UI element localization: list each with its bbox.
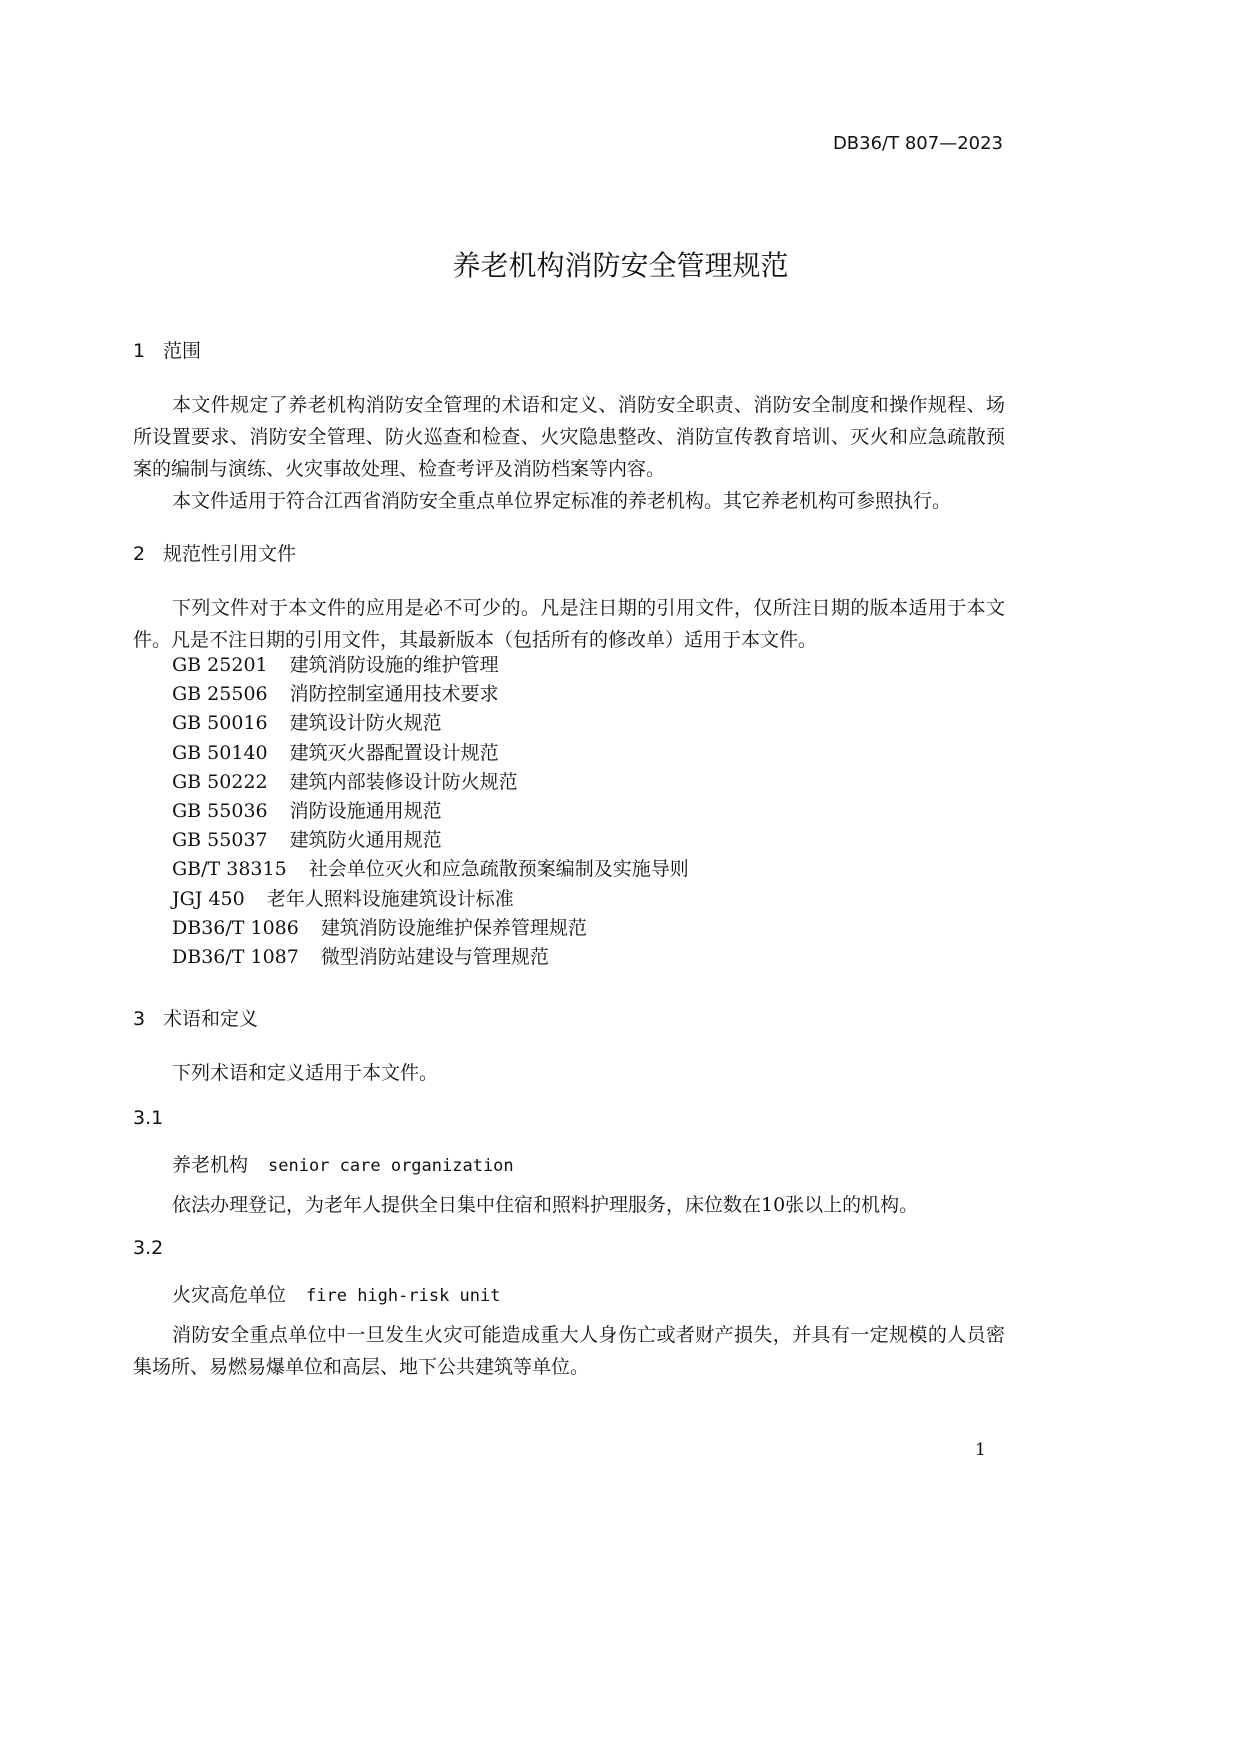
section-3-body bbox=[133, 1057, 1005, 1089]
section-heading-3 bbox=[133, 1004, 258, 1031]
reference-title: 建筑灭火器配置设计规范 bbox=[289, 741, 499, 764]
paragraph: 本文件规定了养老机构消防安全管理的术语和定义、消防安全职责、消防安全制度和操作规程、场所设置要求、消防安全管理、防火巡查和检查、火灾隐患整改、消防宣传教育培训、灭火和应急疏散预案的编制与演练、火灾事故处理、检查考评及消防档案等内容。 bbox=[133, 394, 1005, 480]
reference-item bbox=[172, 914, 689, 943]
reference-code: GB 50016 bbox=[172, 712, 268, 735]
term-heading bbox=[172, 1150, 514, 1177]
reference-code: GB/T 38315 bbox=[172, 858, 287, 881]
section-heading-1 bbox=[133, 336, 201, 363]
paragraph: 消防安全重点单位中一旦发生火灾可能造成重大人身伤亡或者财产损失，并具有一定规模的人员密集场所、易燃易爆单位和高层、地下公共建筑等单位。 bbox=[133, 1324, 1005, 1378]
reference-item bbox=[172, 739, 689, 768]
paragraph: 依法办理登记，为老年人提供全日集中住宿和照料护理服务，床位数在10张以上的机构。 bbox=[172, 1194, 919, 1216]
reference-title: 消防控制室通用技术要求 bbox=[289, 683, 499, 706]
reference-code: GB 25201 bbox=[172, 654, 268, 676]
section-title: 术语和定义 bbox=[163, 1008, 259, 1030]
section-title: 规范性引用文件 bbox=[163, 543, 297, 565]
reference-item bbox=[172, 885, 689, 914]
paragraph: 下列术语和定义适用于本文件。 bbox=[172, 1062, 439, 1084]
term-en: fire high-risk unit bbox=[306, 1286, 501, 1306]
term-definition bbox=[133, 1189, 1005, 1221]
page-number: 1 bbox=[975, 1440, 986, 1460]
reference-title: 社会单位灭火和应急疏散预案编制及实施导则 bbox=[308, 858, 689, 881]
term-number: 3.1 bbox=[133, 1107, 164, 1129]
paragraph: 本文件适用于符合江西省消防安全重点单位界定标准的养老机构。其它养老机构可参照执行。 bbox=[172, 490, 952, 512]
document-number: DB36/T 807—2023 bbox=[832, 133, 1003, 154]
reference-item bbox=[172, 826, 689, 855]
section-heading-2 bbox=[133, 539, 296, 566]
reference-item bbox=[172, 768, 689, 797]
term-definition bbox=[133, 1319, 1005, 1383]
reference-item bbox=[172, 855, 689, 884]
reference-title: 建筑设计防火规范 bbox=[289, 712, 442, 735]
reference-code: GB 50222 bbox=[172, 770, 268, 793]
term-number: 3.2 bbox=[133, 1237, 164, 1259]
reference-title: 微型消防站建设与管理规范 bbox=[320, 946, 549, 969]
section-title: 范围 bbox=[163, 340, 202, 362]
paragraph: 下列文件对于本文件的应用是必不可少的。凡是注日期的引用文件，仅所注日期的版本适用于本文件。凡是不注日期的引用文件，其最新版本（包括所有的修改单）适用于本文件。 bbox=[133, 597, 1005, 651]
section-1-body bbox=[133, 389, 1005, 517]
reference-item bbox=[172, 943, 689, 972]
reference-code: DB36/T 1086 bbox=[172, 916, 299, 939]
reference-title: 建筑内部装修设计防火规范 bbox=[289, 770, 518, 793]
term-zh: 养老机构 bbox=[172, 1154, 249, 1176]
section-number: 3 bbox=[133, 1008, 146, 1030]
reference-item bbox=[172, 797, 689, 826]
reference-code: GB 25506 bbox=[172, 683, 268, 706]
reference-item bbox=[172, 680, 689, 709]
reference-item bbox=[172, 709, 689, 738]
reference-code: JGJ 450 bbox=[172, 887, 245, 910]
reference-code: GB 50140 bbox=[172, 741, 268, 764]
reference-title: 建筑消防设施维护保养管理规范 bbox=[320, 916, 587, 939]
reference-code: GB 55036 bbox=[172, 800, 268, 823]
term-zh: 火灾高危单位 bbox=[172, 1284, 287, 1306]
reference-title: 建筑消防设施的维护管理 bbox=[289, 654, 499, 676]
reference-title: 消防设施通用规范 bbox=[289, 800, 442, 823]
section-number: 1 bbox=[133, 340, 146, 362]
section-number: 2 bbox=[133, 543, 146, 565]
term-heading bbox=[172, 1280, 500, 1307]
reference-code: GB 55037 bbox=[172, 829, 268, 852]
section-2-body bbox=[133, 592, 1005, 656]
reference-title: 老年人照料设施建筑设计标准 bbox=[266, 887, 514, 910]
reference-title: 建筑防火通用规范 bbox=[289, 829, 442, 852]
document-title: 养老机构消防安全管理规范 bbox=[452, 249, 789, 282]
reference-item bbox=[172, 651, 689, 680]
term-en: senior care organization bbox=[268, 1156, 514, 1176]
reference-list bbox=[172, 651, 689, 972]
reference-code: DB36/T 1087 bbox=[172, 946, 299, 969]
